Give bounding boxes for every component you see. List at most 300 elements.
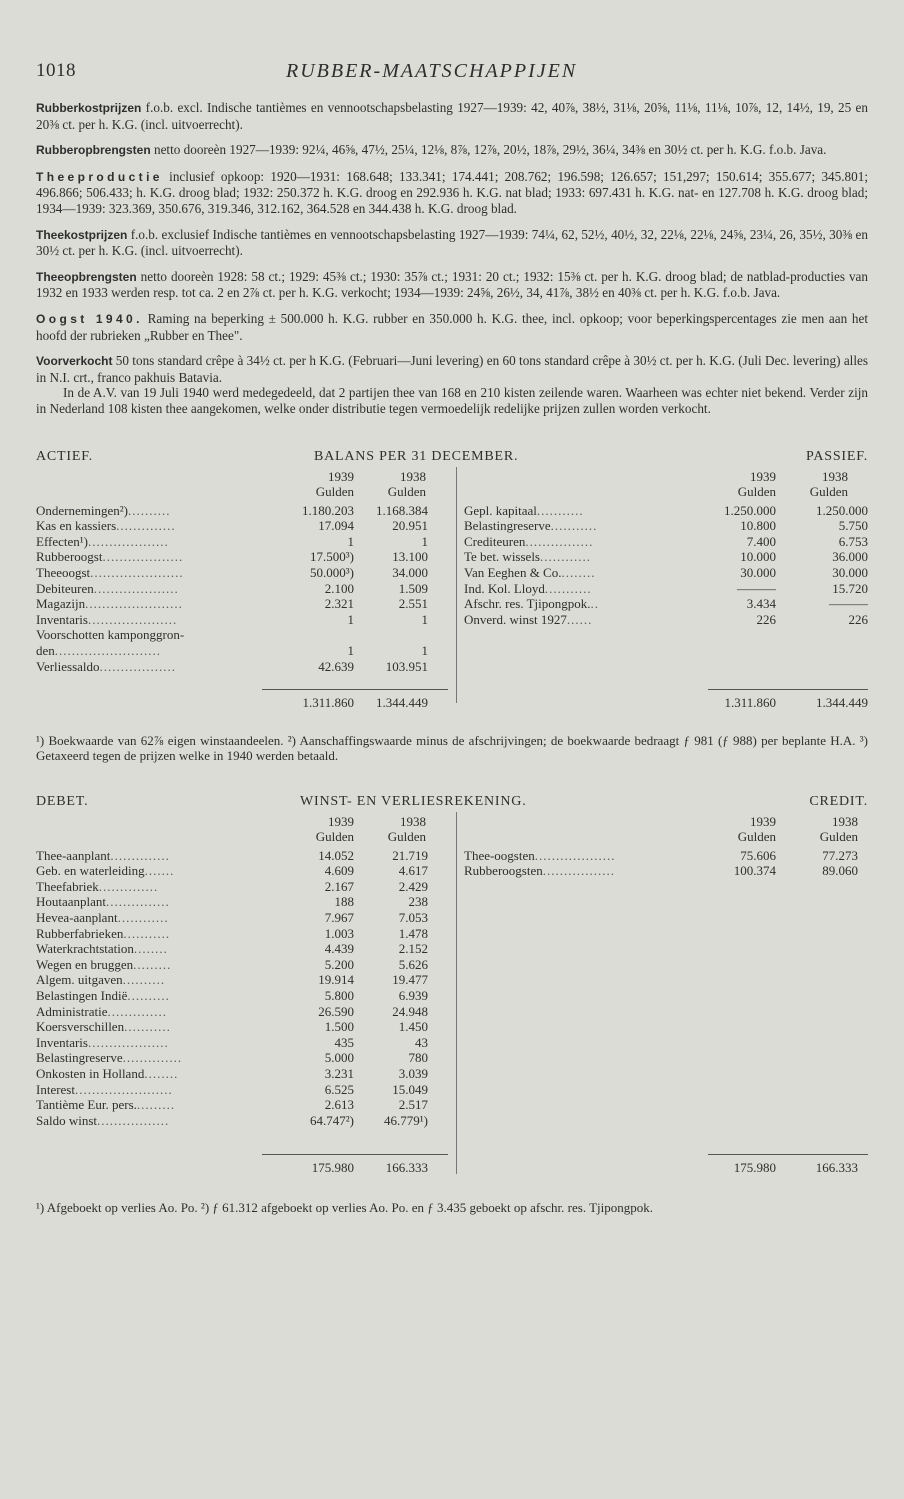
row-label — [36, 1097, 175, 1113]
value-1938: 30.000 — [832, 564, 868, 580]
leader-dots: ......... — [133, 956, 172, 972]
row-label-text: Thee-oogsten — [464, 847, 535, 863]
row-label — [464, 863, 615, 879]
row-label-text: Rubberfabrieken — [36, 925, 124, 941]
leader-dots: ........... — [124, 1019, 171, 1035]
row-label-text: Inventaris — [36, 1034, 88, 1050]
leader-dots: ........... — [550, 518, 598, 534]
value-1938: 1 — [421, 642, 428, 658]
row-label-text: Tantième Eur. pers. — [36, 1097, 137, 1113]
value-1939: 1.180.203 — [302, 502, 354, 518]
value-1939: 10.800 — [740, 518, 776, 534]
row-label-text: Magazijn — [36, 596, 86, 612]
row-label — [36, 879, 158, 895]
paragraph-text: Raming na beperking ± 500.000 h. K.G. rubber en 350.000 h. K.G. thee, incl. opkoop; voor beperkingspercentages zie men aan het hoofd der rubrieken „Rubber en Thee". — [36, 310, 868, 343]
table-row — [464, 596, 868, 612]
row-label — [36, 910, 169, 926]
value-1939: 4.609 — [324, 863, 354, 879]
actief-title: ACTIEF. — [36, 448, 93, 464]
leader-dots: ................... — [102, 549, 184, 565]
col-unit: Gulden — [387, 484, 426, 500]
paragraph-theeopbrengsten — [36, 269, 868, 301]
table-row — [464, 612, 868, 628]
leader-dots: ....................... — [74, 1081, 173, 1097]
col-year-1939: 1939 — [328, 468, 354, 484]
value-1938: 13.100 — [392, 549, 428, 565]
total-1939: 175.980 — [733, 1159, 776, 1175]
profit-loss-account — [36, 794, 868, 1194]
row-label — [36, 1035, 169, 1051]
value-1938: 89.060 — [822, 863, 858, 879]
passief-title: PASSIEF. — [806, 448, 868, 464]
value-1939: 2.321 — [324, 596, 354, 612]
table-row — [36, 581, 456, 597]
value-1939: 17.094 — [318, 518, 354, 534]
value-1939: ——— — [737, 580, 776, 596]
row-label — [36, 863, 174, 879]
col-unit: Gulden — [387, 829, 426, 845]
row-label-text: Ondernemingen²) — [36, 502, 128, 518]
value-1938: 15.720 — [832, 580, 868, 596]
leader-dots: .............. — [116, 518, 176, 534]
value-1938: 6.753 — [838, 533, 868, 549]
paragraph-voorverkocht — [36, 353, 868, 385]
paragraph-text: netto dooreèn 1928: 58 ct.; 1929: 45⅜ ct.; 1930: 35⅞ ct.; 1931: 20 ct.; 1932: 15⅜ ct. per h. K.G. droog blad; de natblad-producties van 1932 en 1933 werden resp. tot ca. 2 en 2⅞ ct. per h. K.G. verkocht; 1934—1939: 24⅝, 26½, 34, 41⅞, 38½ en 40⅜ ct. per h. K.G. f.o.b. Java. — [36, 268, 868, 301]
value-1939: 1.250.000 — [724, 502, 776, 518]
value-1938: 77.273 — [822, 847, 858, 863]
row-label — [464, 581, 592, 597]
row-label-text: Debiteuren — [36, 580, 94, 596]
credit-title: CREDIT. — [809, 793, 868, 809]
value-1938: 36.000 — [832, 549, 868, 565]
table-row — [36, 659, 456, 675]
table-row — [464, 534, 868, 550]
paragraph-lead: Oogst 1940. — [36, 311, 143, 326]
row-label-text: Hevea-aanplant — [36, 910, 118, 926]
leader-dots: ........... — [544, 580, 592, 596]
row-label-text: Te bet. wissels — [464, 549, 540, 565]
row-label-text: Ind. Kol. Lloyd — [464, 580, 545, 596]
row-label — [464, 848, 616, 864]
value-1938: ——— — [829, 596, 868, 612]
paragraph-av-mededeling — [36, 385, 868, 416]
running-title: RUBBER-MAATSCHAPPIJEN — [286, 60, 578, 82]
row-label-text: Verliessaldo — [36, 658, 100, 674]
value-1938: 226 — [848, 611, 868, 627]
leader-dots: .......... — [127, 502, 171, 518]
value-1939: 1 — [347, 611, 354, 627]
row-label-text: Houtaanplant — [36, 894, 107, 910]
leader-dots: .............. — [110, 847, 170, 863]
row-label-text: Afschr. res. Tjipongpok. — [464, 596, 591, 612]
row-label-text: Onverd. winst 1927 — [464, 611, 567, 627]
table-row — [36, 894, 456, 910]
col-unit: Gulden — [737, 829, 776, 845]
row-label — [464, 612, 592, 628]
value-1938: 5.626 — [398, 956, 428, 972]
col-year-1938: 1938 — [400, 468, 426, 484]
row-label — [36, 659, 176, 675]
row-label-text: Interest — [36, 1081, 75, 1097]
row-label — [36, 988, 170, 1004]
value-1939: 1.500 — [324, 1019, 354, 1035]
row-label-text: Koersverschillen — [36, 1019, 125, 1035]
table-row — [36, 848, 456, 864]
row-label-text: Geb. en waterleiding — [36, 863, 145, 879]
paragraph-lead: Voorverkocht — [36, 354, 113, 369]
col-year-1939: 1939 — [750, 468, 776, 484]
leader-dots: ............... — [106, 894, 170, 910]
row-label-text: Waterkrachtstation — [36, 941, 134, 957]
debet-title: DEBET. — [36, 793, 89, 809]
value-1938: 19.477 — [392, 972, 428, 988]
leader-dots: ............ — [540, 549, 591, 565]
balance-sheet-title: BALANS PER 31 DECEMBER. — [314, 448, 519, 464]
row-label-text: Theeoogst — [36, 564, 91, 580]
row-label-text: Inventaris — [36, 611, 88, 627]
row-label — [36, 941, 168, 957]
credit-total-row — [36, 1160, 868, 1176]
value-1938: 2.517 — [398, 1097, 428, 1113]
row-label — [36, 926, 170, 942]
col-year-1939: 1939 — [750, 813, 776, 829]
row-label — [36, 503, 170, 519]
row-label — [36, 972, 165, 988]
paragraph-lead: Rubberkostprijzen — [36, 101, 142, 115]
table-row — [36, 565, 456, 581]
value-1939: 5.000 — [324, 1050, 354, 1066]
leader-dots: ...... — [566, 611, 593, 627]
row-label-text: Crediteuren — [464, 533, 526, 549]
leader-dots: ......................... — [54, 642, 162, 658]
col-year-1939: 1939 — [328, 813, 354, 829]
row-label-text: Gepl. kapitaal — [464, 502, 537, 518]
paragraph-oogst — [36, 311, 868, 343]
value-1939: 2.100 — [324, 580, 354, 596]
value-1938: 15.049 — [392, 1081, 428, 1097]
table-row — [464, 518, 868, 534]
row-label-text: Belastingen Indië — [36, 988, 128, 1004]
balance-sheet-header — [36, 449, 868, 467]
table-row — [36, 627, 456, 643]
row-label — [36, 1066, 178, 1082]
row-label — [36, 549, 183, 565]
table-row — [36, 879, 456, 895]
value-1938: 2.429 — [398, 878, 428, 894]
table-row — [36, 972, 456, 988]
value-1939: 1 — [347, 533, 354, 549]
row-label — [36, 1113, 169, 1129]
row-label — [36, 957, 171, 973]
row-label — [36, 1082, 173, 1098]
value-1938: 34.000 — [392, 564, 428, 580]
leader-dots: ................... — [87, 1034, 169, 1050]
total-rule — [708, 689, 868, 690]
value-1939: 435 — [334, 1034, 354, 1050]
value-1939: 188 — [334, 894, 354, 910]
value-1938: 238 — [408, 894, 428, 910]
paragraph-lead: Theekostprijzen — [36, 227, 128, 242]
paragraph-theeproductie — [36, 169, 868, 217]
value-1939: 2.167 — [324, 878, 354, 894]
table-row — [36, 926, 456, 942]
profit-loss-title: WINST- EN VERLIESREKENING. — [300, 793, 527, 809]
row-label — [36, 565, 184, 581]
value-1939: 3.231 — [324, 1066, 354, 1082]
row-label-text: Belastingreserve — [36, 1050, 123, 1066]
table-row — [464, 503, 868, 519]
value-1939: 42.639 — [318, 658, 354, 674]
leader-dots: ........... — [123, 925, 171, 941]
table-row — [36, 863, 456, 879]
leader-dots: .................... — [93, 580, 179, 596]
paragraph-text: inclusief opkoop: 1920—1931: 168.648; 133.341; 174.441; 208.762; 196.598; 126.657; 151,297; 150.614; 355.677; 345.801; 496.866; 506.433; h. K.G. droog blad; 1932: 250.372 h. K.G. droog en 292.936 h. K.G. nat blad; 1933: 697.431 h. K.G. nat- en 127.708 h. K.G. droog blad; 1934—1939: 323.369, 350.676, 319.346, 312.162, 364.528 en 344.438 h. K.G. droog blad. — [36, 168, 868, 216]
leader-dots: ................. — [97, 1112, 170, 1128]
page-number: 1018 — [36, 60, 76, 81]
table-row — [36, 1066, 456, 1082]
leader-dots: .. — [590, 596, 599, 612]
leader-dots: ........ — [144, 1066, 179, 1082]
row-label-text: Voorschotten kamponggron- — [36, 627, 185, 643]
passief-total-row — [36, 695, 868, 711]
total-rule — [262, 1154, 448, 1155]
total-rule — [262, 689, 448, 690]
row-label-text: Wegen en bruggen — [36, 956, 134, 972]
value-1939: 100.374 — [733, 863, 776, 879]
table-row — [36, 910, 456, 926]
col-year-1938: 1938 — [832, 813, 858, 829]
table-row — [36, 957, 456, 973]
row-label-text: Administratie — [36, 1003, 108, 1019]
total-1938: 166.333 — [385, 1159, 428, 1175]
row-label — [464, 534, 593, 550]
table-row — [36, 1050, 456, 1066]
value-1938: 4.617 — [398, 863, 428, 879]
paragraph-text: f.o.b. excl. Indische tantièmes en vennootschapsbelasting 1927—1939: 42, 40⅞, 38½, 31⅛, 20⅝, 11⅛, 11⅛, 10⅞, 12, 14½, 19, 25 en 20⅜ ct. per h. K.G. (incl. uitvoerrecht). — [36, 100, 868, 132]
row-label-text: Theefabriek — [36, 878, 99, 894]
row-label-text: Effecten¹) — [36, 533, 89, 549]
value-1939: 6.525 — [324, 1081, 354, 1097]
leader-dots: .............. — [122, 1050, 183, 1066]
table-row — [464, 565, 868, 581]
total-1939: 175.980 — [311, 1159, 354, 1175]
row-label-text: Belastingreserve — [464, 518, 551, 534]
leader-dots: ................... — [534, 847, 616, 863]
row-label — [36, 643, 161, 659]
value-1939: 19.914 — [318, 972, 354, 988]
total-rule — [708, 1154, 868, 1155]
col-unit: Gulden — [809, 484, 848, 500]
profit-loss-header — [36, 794, 868, 812]
row-label-text: Thee-aanplant — [36, 847, 111, 863]
table-row — [36, 1113, 456, 1129]
leader-dots: ......... — [136, 1097, 176, 1113]
row-label — [464, 565, 595, 581]
value-1938: 21.719 — [392, 847, 428, 863]
row-label — [36, 627, 184, 643]
leader-dots: ........ — [133, 941, 168, 957]
total-1938: 1.344.449 — [816, 694, 868, 710]
leader-dots: ....... — [144, 863, 175, 879]
row-label — [36, 894, 170, 910]
table-row — [464, 581, 868, 597]
paragraph-lead: Theeopbrengsten — [36, 269, 137, 284]
table-row — [464, 848, 868, 864]
paragraph-lead: Rubberopbrengsten — [36, 143, 151, 158]
leader-dots: ............ — [117, 910, 169, 926]
paragraph-rubberopbrengsten — [36, 142, 868, 159]
row-label — [36, 534, 169, 550]
row-label-text: Onkosten in Holland — [36, 1066, 145, 1082]
value-1938: 20.951 — [392, 518, 428, 534]
value-1938: 1.168.384 — [376, 502, 428, 518]
value-1938: 2.152 — [398, 941, 428, 957]
value-1938: 1.450 — [398, 1019, 428, 1035]
value-1939: 17.500³) — [310, 549, 354, 565]
col-year-1938: 1938 — [822, 468, 848, 484]
value-1938: 1.478 — [398, 925, 428, 941]
leader-dots: ....................... — [85, 596, 183, 612]
row-label — [36, 596, 183, 612]
value-1939: 226 — [756, 611, 776, 627]
total-1939: 1.311.860 — [724, 694, 776, 710]
paragraph-rubberkostprijzen — [36, 100, 868, 132]
paragraph-text: f.o.b. exclusief Indische tantièmes en vennootschapsbelasting 1927—1939: 74¼, 62, 52½, 40½, 32, 22⅛, 22⅛, 24⅝, 23¼, 26, 35½, 30⅜ en 30½ ct. per h. K.G. (incl. uitvoerrecht). — [36, 226, 868, 259]
leader-dots: ................ — [525, 533, 594, 549]
value-1939: 7.967 — [324, 910, 354, 926]
value-1939: 14.052 — [318, 847, 354, 863]
value-1939: 5.800 — [324, 988, 354, 1004]
paragraph-text: netto dooreèn 1927—1939: 92¼, 46⅝, 47½, 25¼, 12⅛, 8⅞, 12⅞, 20½, 18⅞, 29½, 36¼, 34⅜ en 30½ ct. per h. K.G. f.o.b. Java. — [150, 142, 827, 158]
row-label-text: Van Eeghen & Co. — [464, 564, 562, 580]
col-year-1938: 1938 — [400, 813, 426, 829]
value-1939: 64.747²) — [310, 1112, 354, 1128]
leader-dots: ........... — [536, 502, 584, 518]
table-row — [464, 863, 868, 879]
row-label — [36, 612, 177, 628]
value-1939: 10.000 — [740, 549, 776, 565]
value-1939: 1 — [347, 642, 354, 658]
value-1939: 3.434 — [746, 596, 776, 612]
row-label-text: Algem. uitgaven — [36, 972, 123, 988]
value-1938: 1.509 — [398, 580, 428, 596]
row-label — [464, 596, 599, 612]
leader-dots: ..................... — [87, 611, 178, 627]
value-1939: 7.400 — [746, 533, 776, 549]
table-row — [36, 518, 456, 534]
value-1938: 7.053 — [398, 910, 428, 926]
value-1939: 30.000 — [740, 564, 776, 580]
value-1938: 5.750 — [838, 518, 868, 534]
value-1939: 75.606 — [740, 847, 776, 863]
value-1939: 50.000³) — [310, 564, 354, 580]
table-row — [36, 1004, 456, 1020]
table-row — [36, 596, 456, 612]
value-1938: 1 — [421, 533, 428, 549]
table-row — [36, 643, 456, 659]
value-1938: 3.039 — [398, 1066, 428, 1082]
col-unit: Gulden — [315, 484, 354, 500]
total-1939: 1.311.860 — [302, 694, 354, 710]
row-label — [36, 1050, 182, 1066]
total-1938: 166.333 — [815, 1159, 858, 1175]
value-1938: 6.939 — [398, 988, 428, 1004]
row-label-text: Rubberoogst — [36, 549, 103, 565]
table-row — [36, 1035, 456, 1051]
balance-sheet — [36, 449, 868, 727]
row-label — [36, 581, 179, 597]
value-1939: 4.439 — [324, 941, 354, 957]
col-unit: Gulden — [819, 829, 858, 845]
leader-dots: .............. — [98, 878, 159, 894]
table-row — [464, 549, 868, 565]
paragraph-text: In de A.V. van 19 Juli 1940 werd medegedeeld, dat 2 partijen thee van 168 en 210 kisten zeilende waren. Waarheen was echter niet bekend. Verder zijn in Nederland 108 kisten thee aangekomen, welke onder distributie tegen vermoedelijk redelijke prijzen zullen worden verkocht. — [36, 385, 868, 416]
value-1938: 1 — [421, 611, 428, 627]
row-label — [36, 1004, 167, 1020]
row-label — [36, 848, 170, 864]
paragraph-text: 50 tons standard crêpe à 34½ ct. per h K.G. (Februari—Juni levering) en 60 tons standard crêpe à 30½ ct. per h. K.G. (Juli Dec. levering) alles in N.I. crt., franco pakhuis Batavia. — [36, 353, 868, 385]
table-row — [36, 612, 456, 628]
paragraph-theekostprijzen — [36, 227, 868, 259]
leader-dots: ...................... — [90, 564, 184, 580]
table-row — [36, 1082, 456, 1098]
value-1938: 2.551 — [398, 596, 428, 612]
value-1938: 780 — [408, 1050, 428, 1066]
paragraph-lead: Theeproductie — [36, 169, 163, 184]
row-label-text: Saldo winst — [36, 1112, 98, 1128]
leader-dots: ........ — [561, 564, 596, 580]
col-unit: Gulden — [315, 829, 354, 845]
row-label — [36, 518, 176, 534]
value-1939: 5.200 — [324, 956, 354, 972]
profit-loss-footnote: ¹) Afgeboekt op verlies Ao. Po. ²) ƒ 61.312 afgeboekt op verlies Ao. Po. en ƒ 3.435 geboekt op afschr. res. Tjipongpok. — [36, 1199, 654, 1215]
leader-dots: ................... — [88, 533, 169, 549]
leader-dots: .............. — [107, 1003, 167, 1019]
value-1938: 43 — [415, 1034, 428, 1050]
row-label — [36, 1019, 171, 1035]
table-row — [36, 1019, 456, 1035]
total-1938: 1.344.449 — [376, 694, 428, 710]
table-row — [36, 988, 456, 1004]
column-divider — [456, 467, 457, 703]
value-1938: 1.250.000 — [816, 502, 868, 518]
leader-dots: .......... — [122, 972, 166, 988]
row-label — [464, 503, 584, 519]
table-row — [36, 1097, 456, 1113]
leader-dots: .......... — [127, 988, 170, 1004]
row-label — [464, 549, 591, 565]
value-1938: 24.948 — [392, 1003, 428, 1019]
column-divider — [456, 812, 457, 1174]
table-row — [36, 549, 456, 565]
value-1938: 103.951 — [385, 658, 428, 674]
value-1938: 46.779¹) — [384, 1112, 428, 1128]
leader-dots: .................. — [99, 658, 177, 674]
row-label-text: Rubberoogsten — [464, 863, 543, 879]
row-label-text: den — [36, 642, 55, 658]
row-label — [464, 518, 597, 534]
value-1939: 26.590 — [318, 1003, 354, 1019]
row-label-text: Kas en kassiers — [36, 518, 117, 534]
value-1939: 1.003 — [324, 925, 354, 941]
balance-footnote: ¹) Boekwaarde van 62⅞ eigen winstaandeelen. ²) Aanschaffingswaarde minus de afschrijvingen; de boekwaarde bedraagt ƒ 981 (ƒ 988) per beplante H.A. ³) Getaxeerd tegen de prijzen welke in 1940 werden betaald. — [36, 732, 868, 764]
value-1939: 2.613 — [324, 1097, 354, 1113]
table-row — [36, 503, 456, 519]
leader-dots: ................. — [542, 863, 615, 879]
page-header — [36, 60, 868, 90]
col-unit: Gulden — [737, 484, 776, 500]
table-row — [36, 941, 456, 957]
